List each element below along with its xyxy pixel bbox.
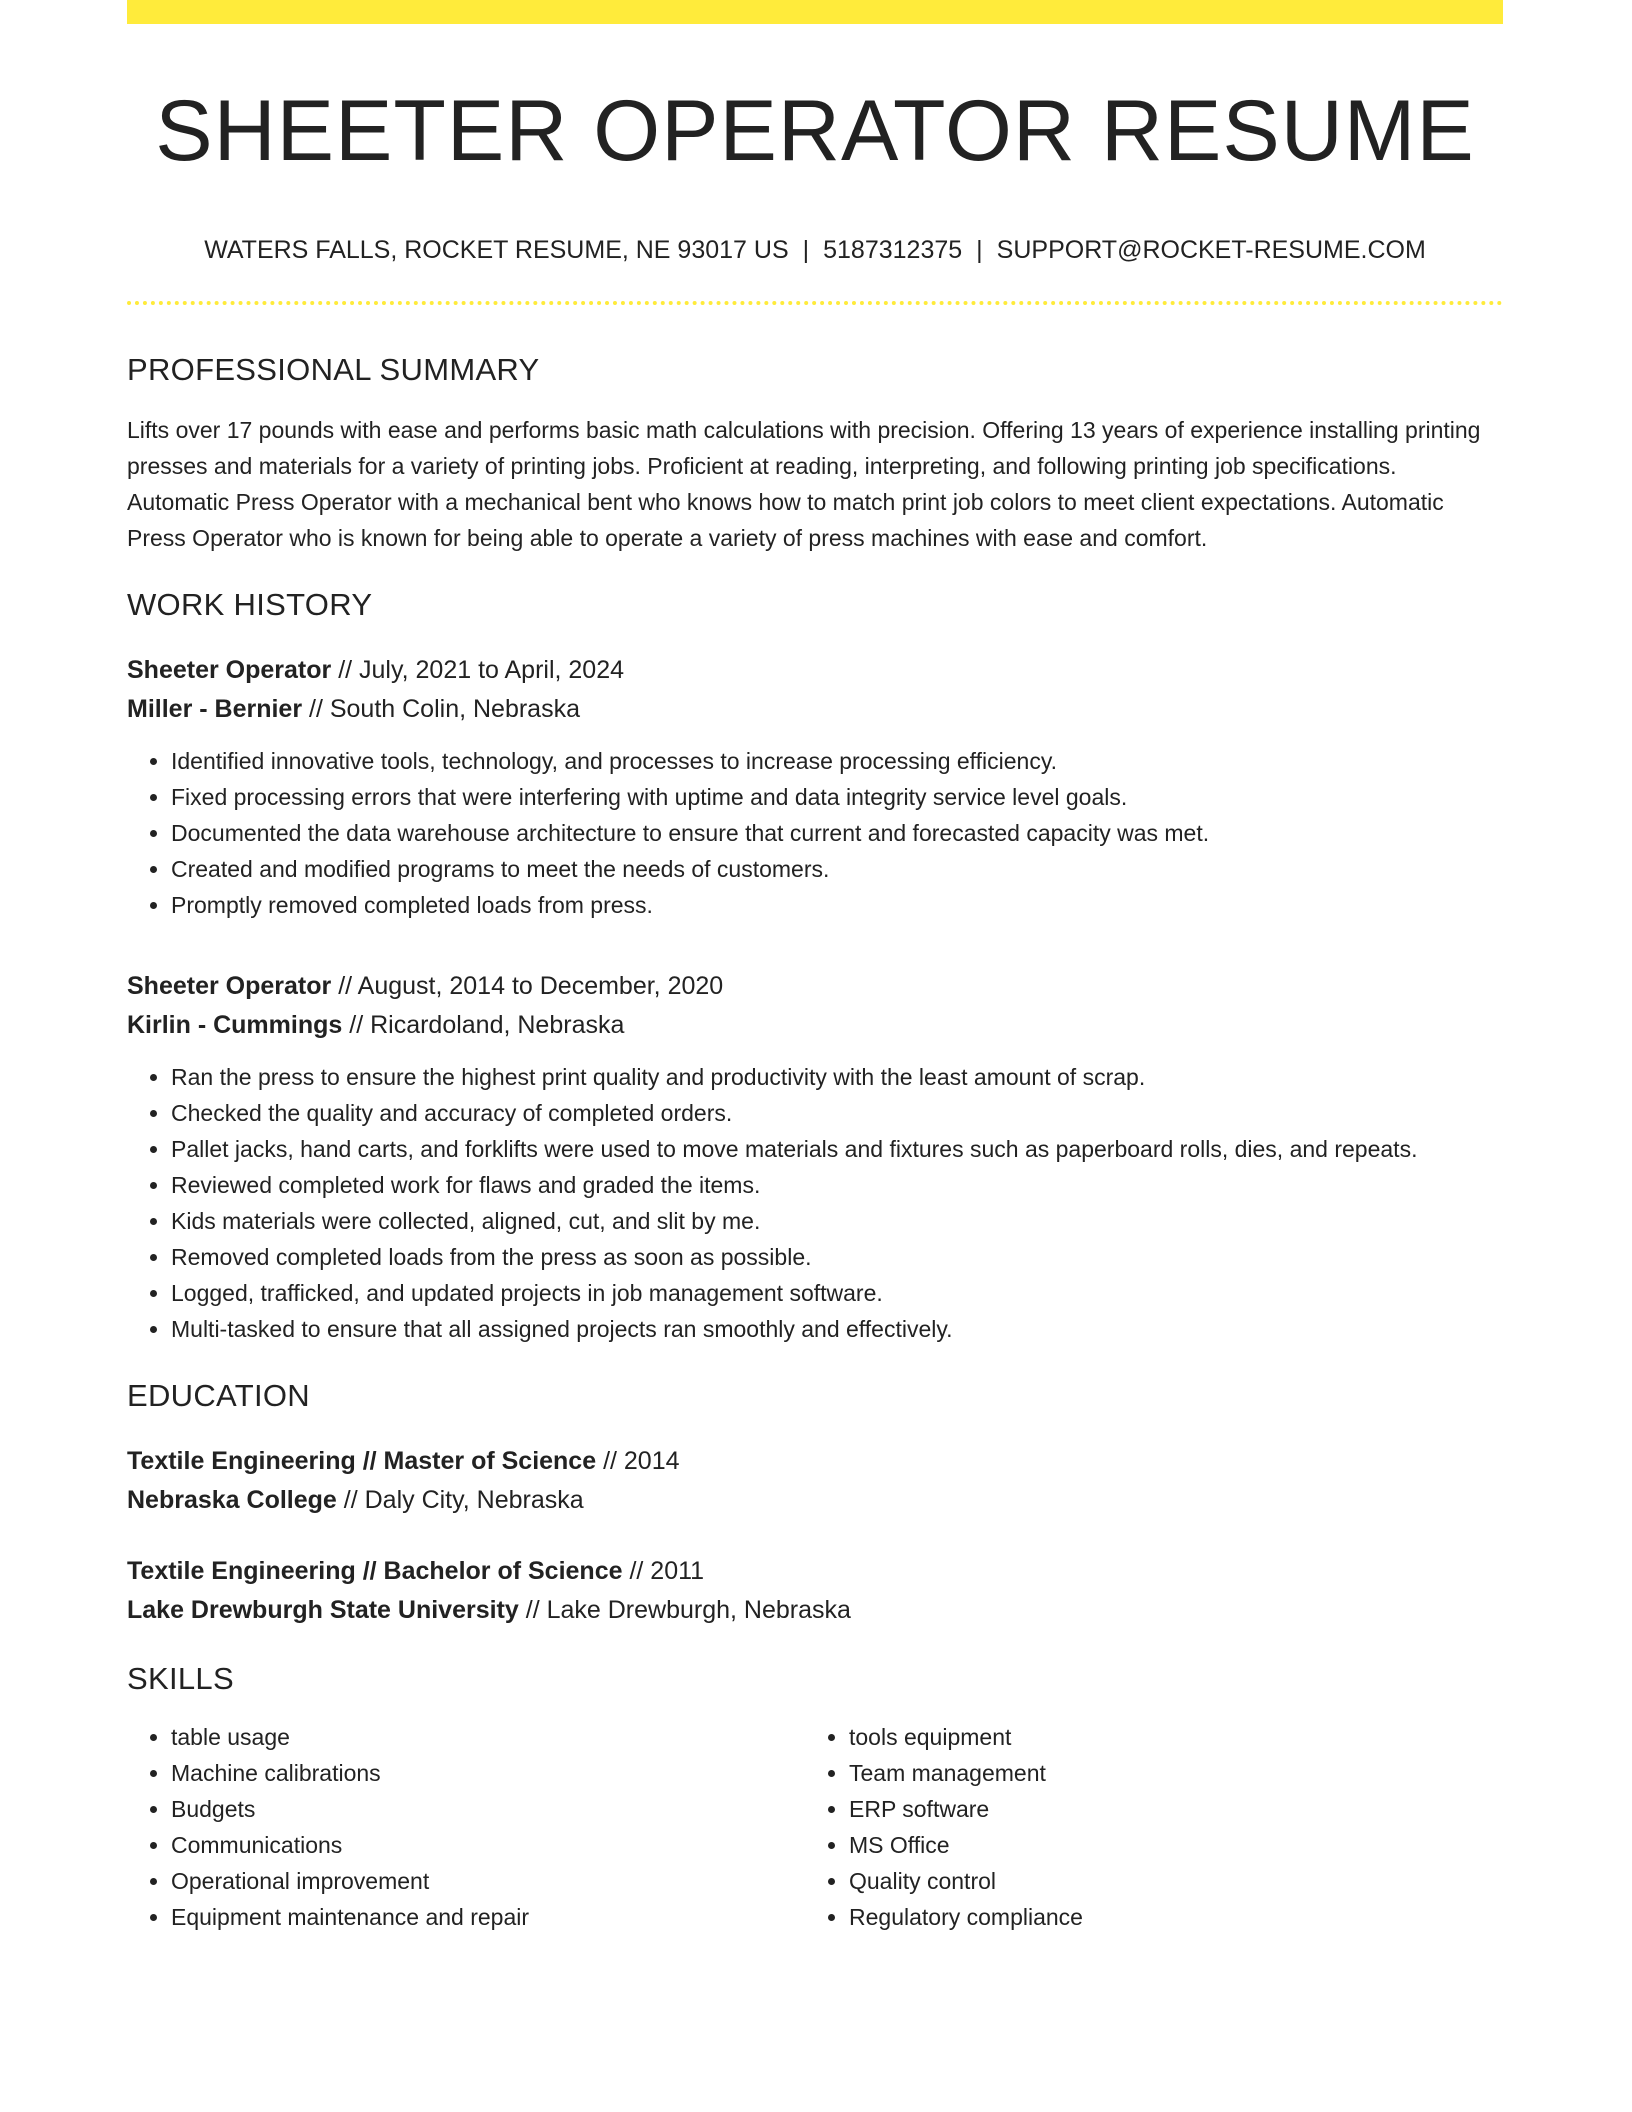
- skill-item: • MS Office: [849, 1827, 1483, 1863]
- contact-separator: |: [976, 235, 983, 264]
- list-item: • Kids materials were collected, aligned, cut, and slit by me.: [171, 1203, 1503, 1239]
- job-entry: [127, 651, 1503, 923]
- contact-address: WATERS FALLS, ROCKET RESUME, NE 93017 US: [204, 235, 789, 264]
- skill-item: • table usage: [171, 1719, 805, 1755]
- job-title-line: [127, 651, 1503, 690]
- list-item: • Pallet jacks, hand carts, and forklifts were used to move materials and fixtures such as paperboard rolls, dies, and repeats.: [171, 1131, 1503, 1167]
- degree: Textile Engineering // Bachelor of Science: [127, 1557, 623, 1586]
- job-title-line: [127, 967, 1503, 1006]
- job-bullets: [127, 1059, 1503, 1347]
- degree: Textile Engineering // Master of Science: [127, 1447, 597, 1476]
- education-heading: EDUCATION: [127, 1377, 310, 1413]
- skill-item: • Budgets: [171, 1791, 805, 1827]
- skill-item: • Machine calibrations: [171, 1755, 805, 1791]
- job-location: // South Colin, Nebraska: [302, 694, 580, 723]
- job-title: Sheeter Operator: [127, 655, 332, 684]
- job-company-line: [127, 1006, 1503, 1045]
- contact-separator: |: [802, 235, 810, 264]
- job-company: Kirlin - Cummings: [127, 1010, 343, 1039]
- skills-heading: SKILLS: [127, 1661, 234, 1697]
- summary-heading: PROFESSIONAL SUMMARY: [127, 351, 540, 387]
- school-location: // Lake Drewburgh, Nebraska: [518, 1596, 851, 1625]
- list-item: • Identified innovative tools, technology, and processes to increase processing efficiency.: [171, 743, 1503, 779]
- education-entry: [127, 1442, 1503, 1520]
- list-item: • Multi-tasked to ensure that all assigned projects ran smoothly and effectively.: [171, 1311, 1503, 1347]
- school: Nebraska College: [127, 1486, 337, 1515]
- contact-line: [127, 235, 1503, 265]
- list-item: • Ran the press to ensure the highest print quality and productivity with the least amount of scrap.: [171, 1059, 1503, 1095]
- job-entry: [127, 967, 1503, 1347]
- degree-line: [127, 1442, 1503, 1481]
- skill-item: • tools equipment: [849, 1719, 1483, 1755]
- education-entry: [127, 1552, 1503, 1630]
- skill-item: • Operational improvement: [171, 1863, 805, 1899]
- skill-item: • ERP software: [849, 1791, 1483, 1827]
- list-item: • Checked the quality and accuracy of completed orders.: [171, 1095, 1503, 1131]
- job-dates: // July, 2021 to April, 2024: [331, 655, 625, 684]
- school: Lake Drewburgh State University: [127, 1596, 519, 1625]
- resume-page: [127, 0, 1503, 1935]
- degree-year: // 2011: [622, 1557, 705, 1586]
- summary-text: Lifts over 17 pounds with ease and performs basic math calculations with precision. Offering 13 years of experience installing printing presses and materials for a variety of printing jobs. Proficient at reading, interpreting, and following printing job specifications. Automatic Press Operator with a mechanical bent who knows how to match print job colors to meet client expectations. Automatic Press Operator who is known for being able to operate a variety of press machines with ease and comfort.: [127, 416, 1481, 551]
- job-location: // Ricardoland, Nebraska: [342, 1010, 625, 1039]
- list-item: • Promptly removed completed loads from press.: [171, 887, 1503, 923]
- school-line: [127, 1591, 1503, 1630]
- list-item: • Reviewed completed work for flaws and graded the items.: [171, 1167, 1503, 1203]
- resume-title: SHEETER OPERATOR RESUME: [155, 83, 1475, 179]
- work-history-heading: WORK HISTORY: [127, 586, 373, 622]
- job-company: Miller - Bernier: [127, 694, 303, 723]
- school-line: [127, 1481, 1503, 1520]
- skills-grid: [127, 1719, 1503, 1935]
- list-item: • Documented the data warehouse architecture to ensure that current and forecasted capacity was met.: [171, 815, 1503, 851]
- skill-item: • Regulatory compliance: [849, 1899, 1483, 1935]
- skill-item: • Equipment maintenance and repair: [171, 1899, 805, 1935]
- skill-item: • Quality control: [849, 1863, 1483, 1899]
- degree-line: [127, 1552, 1503, 1591]
- school-location: // Daly City, Nebraska: [336, 1486, 584, 1515]
- list-item: • Logged, trafficked, and updated projects in job management software.: [171, 1275, 1503, 1311]
- list-item: • Fixed processing errors that were interfering with uptime and data integrity service level goals.: [171, 779, 1503, 815]
- contact-email: SUPPORT@ROCKET-RESUME.COM: [996, 235, 1426, 264]
- skills-column-left: [127, 1719, 805, 1935]
- list-item: • Created and modified programs to meet the needs of customers.: [171, 851, 1503, 887]
- header-divider: [127, 301, 1503, 305]
- top-accent-bar: [127, 0, 1503, 24]
- job-dates: // August, 2014 to December, 2020: [331, 971, 724, 1000]
- contact-phone: 5187312375: [823, 235, 963, 264]
- job-title: Sheeter Operator: [127, 971, 332, 1000]
- job-bullets: [127, 743, 1503, 923]
- skill-item: • Team management: [849, 1755, 1483, 1791]
- list-item: • Removed completed loads from the press as soon as possible.: [171, 1239, 1503, 1275]
- degree-year: // 2014: [596, 1447, 680, 1476]
- job-company-line: [127, 690, 1503, 729]
- skill-item: • Communications: [171, 1827, 805, 1863]
- skills-column-right: [805, 1719, 1483, 1935]
